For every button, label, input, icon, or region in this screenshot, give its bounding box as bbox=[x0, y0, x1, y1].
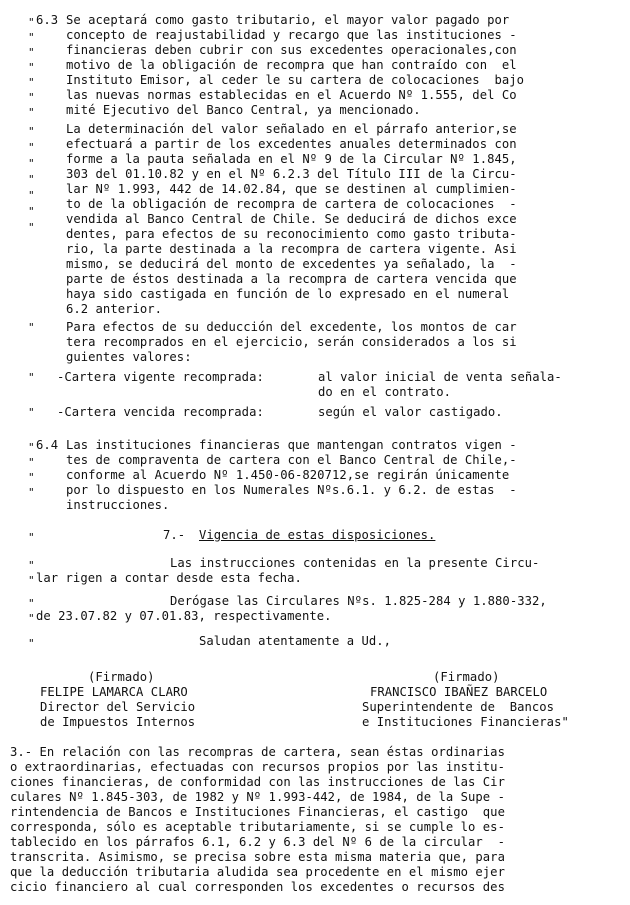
paragraph-line: parte de éstos destinada a la recompra de cartera vencida que bbox=[66, 272, 517, 286]
paragraph-line: corresponda, sólo es aceptable tributariamente, si se cumple lo es- bbox=[10, 820, 505, 834]
paragraph-line: forme a la pauta señalada en el Nº 9 de la Circular Nº 1.845, bbox=[66, 152, 517, 166]
quote-mark: " bbox=[28, 31, 35, 44]
paragraph-line: conforme al Acuerdo Nº 1.450-06-820712,se regirán únicamente bbox=[66, 468, 510, 482]
paragraph-line: instrucciones. bbox=[66, 498, 170, 512]
paragraph-line: financieras deben cubrir con sus excedentes operacionales,con bbox=[66, 43, 517, 57]
paragraph-line: tera recomprados en el ejercicio, serán considerados a los si bbox=[66, 335, 517, 349]
paragraph-line: dentes, para efectos de su reconocimiento como gasto tributa- bbox=[66, 227, 517, 241]
paragraph-line: vendida al Banco Central de Chile. Se deducirá de dichos exce bbox=[66, 212, 517, 226]
paragraph-line: o extraordinarias, efectuadas con recursos propios por las institu- bbox=[10, 760, 505, 774]
paragraph-line: mité Ejecutivo del Banco Central, ya mencionado. bbox=[66, 103, 421, 117]
signatory-name: FELIPE LAMARCA CLARO bbox=[40, 685, 188, 699]
quote-mark: " bbox=[28, 371, 35, 384]
paragraph-line: La determinación del valor señalado en el párrafo anterior,se bbox=[66, 122, 517, 136]
paragraph-line: to de la obligación de recompra de cartera de colocaciones - bbox=[66, 197, 517, 211]
paragraph-line: por lo dispuesto en los Numerales Nºs.6.1. y 6.2. de estas - bbox=[66, 483, 517, 497]
quote-mark: " bbox=[28, 61, 35, 74]
closing-greeting: Saludan atentamente a Ud., bbox=[199, 634, 392, 648]
quote-mark: " bbox=[28, 91, 35, 104]
quote-mark: " bbox=[28, 106, 35, 119]
quote-mark: " bbox=[28, 321, 35, 334]
quote-mark: " bbox=[28, 157, 35, 170]
quote-mark: " bbox=[28, 16, 35, 29]
quote-mark: " bbox=[28, 141, 35, 154]
paragraph-line: rintendencia de Bancos e Instituciones Financieras, el castigo que bbox=[10, 805, 505, 819]
paragraph-line: haya sido castigada en función de lo expresado en el numeral bbox=[66, 287, 510, 301]
paragraph-line: Se aceptará como gasto tributario, el mayor valor pagado por bbox=[66, 13, 510, 27]
quote-mark: " bbox=[28, 471, 35, 484]
signature-status: (Firmado) bbox=[433, 670, 500, 684]
quote-mark: " bbox=[28, 486, 35, 499]
signatory-title: Director del Servicio bbox=[40, 700, 196, 714]
paragraph-line: ciones financieras, de conformidad con las instrucciones de las Cir bbox=[10, 775, 505, 789]
signature-status: (Firmado) bbox=[88, 670, 155, 684]
paragraph-line: las nuevas normas establecidas en el Acuerdo Nº 1.555, del Co bbox=[66, 88, 517, 102]
paragraph-line: rio, la parte destinada a la recompra de cartera vigente. Asi bbox=[66, 242, 517, 256]
paragraph-line: Las instituciones financieras que mantengan contratos vigen - bbox=[66, 438, 517, 452]
quote-mark: " bbox=[28, 531, 35, 544]
signatory-name: FRANCISCO IBAÑEZ BARCELO bbox=[370, 685, 548, 699]
paragraph-line: motivo de la obligación de recompra que han contraído con el bbox=[66, 58, 517, 72]
quote-mark: " bbox=[28, 637, 35, 650]
list-item-label: -Cartera vencida recomprada: bbox=[57, 405, 264, 419]
quote-mark: " bbox=[28, 406, 35, 419]
paragraph-line: 303 del 01.10.82 y en el Nº 6.2.3 del Título III de la Circu- bbox=[66, 167, 517, 181]
quote-mark: " bbox=[28, 559, 35, 572]
paragraph-line: tes de compraventa de cartera con el Banco Central de Chile,- bbox=[66, 453, 517, 467]
quote-mark: " bbox=[28, 205, 35, 218]
quote-mark: " bbox=[28, 125, 35, 138]
paragraph-line: que la deducción tributaria aludida sea procedente en el mismo ejer bbox=[10, 865, 505, 879]
quote-mark: " bbox=[28, 574, 35, 587]
list-item-value: do en el contrato. bbox=[318, 385, 451, 399]
paragraph-line: transcrita. Asimismo, se precisa sobre esta misma materia que, para bbox=[10, 850, 505, 864]
quote-mark: " bbox=[28, 612, 35, 625]
paragraph-line: lar Nº 1.993, 442 de 14.02.84, que se destinen al cumplimien- bbox=[66, 182, 517, 196]
quote-mark: " bbox=[28, 76, 35, 89]
list-item-label: -Cartera vigente recomprada: bbox=[57, 370, 264, 384]
quote-mark: " bbox=[28, 46, 35, 59]
section-number: 7.- bbox=[163, 528, 186, 542]
section-heading: Vigencia de estas disposiciones. bbox=[199, 528, 436, 542]
quote-mark: " bbox=[28, 189, 35, 202]
signatory-title: Superintendente de Bancos bbox=[362, 700, 555, 714]
paragraph-line: guientes valores: bbox=[66, 350, 192, 364]
paragraph-line: lar rigen a contar desde esta fecha. bbox=[36, 571, 302, 585]
list-item-value: al valor inicial de venta señala- bbox=[318, 370, 562, 384]
signatory-title: de Impuestos Internos bbox=[40, 715, 196, 729]
paragraph-line: 3.- En relación con las recompras de cartera, sean éstas ordinarias bbox=[10, 745, 505, 759]
paragraph-line: mismo, se deducirá del monto de excedentes ya señalado, la - bbox=[66, 257, 517, 271]
paragraph-line: Para efectos de su deducción del excedente, los montos de car bbox=[66, 320, 517, 334]
paragraph-line: 6.2 anterior. bbox=[66, 302, 163, 316]
signatory-title: e Instituciones Financieras" bbox=[362, 715, 569, 729]
paragraph-line: Derógase las Circulares Nºs. 1.825-284 y 1.880-332, bbox=[170, 594, 547, 608]
paragraph-line: tablecido en los párrafos 6.1, 6.2 y 6.3 del Nº 6 de la circular - bbox=[10, 835, 505, 849]
paragraph-line: efectuará a partir de los excedentes anuales determinados con bbox=[66, 137, 517, 151]
quote-mark: " bbox=[28, 441, 35, 454]
quote-mark: " bbox=[28, 221, 35, 234]
quote-mark: " bbox=[28, 173, 35, 186]
paragraph-line: concepto de reajustabilidad y recargo que las instituciones - bbox=[66, 28, 517, 42]
paragraph-line: cicio financiero al cual corresponden los excedentes o recursos des bbox=[10, 880, 505, 894]
paragraph-line: Las instrucciones contenidas en la presente Circu- bbox=[170, 556, 540, 570]
section-number: 6.3 bbox=[36, 13, 59, 27]
quote-mark: " bbox=[28, 597, 35, 610]
quote-mark: " bbox=[28, 456, 35, 469]
paragraph-line: de 23.07.82 y 07.01.83, respectivamente. bbox=[36, 609, 332, 623]
paragraph-line: culares Nº 1.845-303, de 1982 y Nº 1.993-442, de 1984, de la Supe - bbox=[10, 790, 505, 804]
list-item-value: según el valor castigado. bbox=[318, 405, 503, 419]
section-number: 6.4 bbox=[36, 438, 59, 452]
paragraph-line: Instituto Emisor, al ceder le su cartera de colocaciones bajo bbox=[66, 73, 525, 87]
